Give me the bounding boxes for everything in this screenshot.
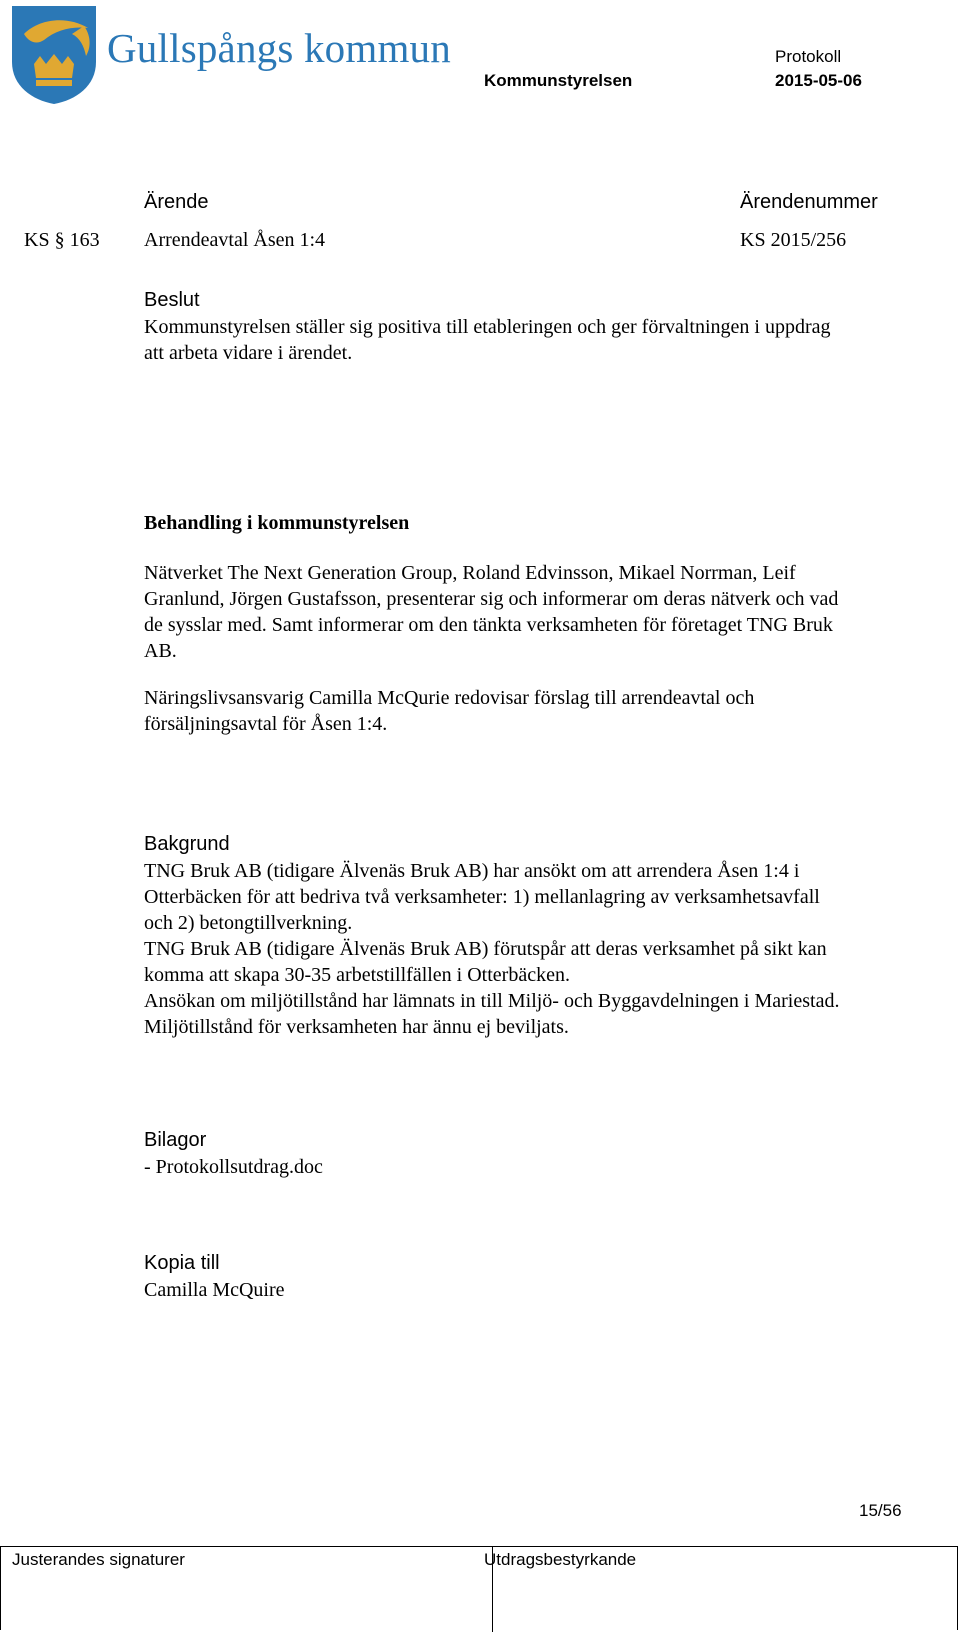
beslut-heading: Beslut — [144, 289, 200, 311]
page-number: 15/56 — [859, 1501, 902, 1520]
text-line: Näringslivsansvarig Camilla McQurie redovisar förslag till arrendeavtal och — [144, 687, 755, 709]
case-paragraph: KS § 163 — [24, 229, 100, 251]
document-type: Protokoll — [775, 47, 842, 66]
text-line: TNG Bruk AB (tidigare Älvenäs Bruk AB) förutspår att deras verksamhet på sikt kan — [144, 938, 827, 960]
text-line: de sysslar med. Samt informerar om den tänkta verksamheten för företaget TNG Bruk — [144, 614, 833, 636]
arende-label: Ärende — [144, 191, 209, 213]
committee-name: Kommunstyrelsen — [484, 71, 633, 90]
case-number: KS 2015/256 — [740, 229, 847, 251]
text-line: Otterbäcken för att bedriva två verksamheter: 1) mellanlagring av verksamhetsavfall — [144, 886, 820, 908]
behandling-paragraph-2 — [144, 685, 924, 737]
municipality-name: Gullspångs kommun — [107, 25, 451, 71]
text-line: Miljötillstånd för verksamheten har ännu ej beviljats. — [144, 1016, 569, 1038]
bilagor-heading: Bilagor — [144, 1129, 207, 1151]
behandling-heading: Behandling i kommunstyrelsen — [144, 512, 410, 534]
text-line: Nätverket The Next Generation Group, Roland Edvinsson, Mikael Norrman, Leif — [144, 562, 796, 584]
bakgrund-text — [144, 858, 944, 1040]
text-line: TNG Bruk AB (tidigare Älvenäs Bruk AB) har ansökt om att arrendera Åsen 1:4 i — [144, 860, 800, 882]
text-line: och 2) betongtillverkning. — [144, 912, 353, 934]
behandling-paragraph-1 — [144, 560, 924, 664]
beslut-text — [144, 314, 924, 366]
case-title: Arrendeavtal Åsen 1:4 — [144, 229, 326, 251]
text-line: Kommunstyrelsen ställer sig positiva till etableringen och ger förvaltningen i uppdrag — [144, 316, 831, 338]
kopia-heading: Kopia till — [144, 1252, 220, 1274]
text-line: försäljningsavtal för Åsen 1:4. — [144, 713, 388, 735]
municipal-crest — [10, 4, 98, 106]
text-line: att arbeta vidare i ärendet. — [144, 342, 353, 364]
crest-icon — [10, 4, 98, 106]
kopia-recipient: Camilla McQuire — [144, 1279, 285, 1301]
text-line: Granlund, Jörgen Gustafsson, presenterar sig och informerar om deras nätverk och vad — [144, 588, 839, 610]
bakgrund-heading: Bakgrund — [144, 833, 230, 855]
text-line: komma att skapa 30-35 arbetstillfällen i Otterbäcken. — [144, 964, 570, 986]
extract-label: Utdragsbestyrkande — [484, 1550, 637, 1569]
signature-label: Justerandes signaturer — [12, 1550, 185, 1569]
meeting-date: 2015-05-06 — [775, 71, 862, 90]
text-line: AB. — [144, 640, 177, 662]
text-line: Ansökan om miljötillstånd har lämnats in till Miljö- och Byggavdelningen i Mariestad. — [144, 990, 840, 1012]
arendenummer-label: Ärendenummer — [740, 191, 878, 213]
attachment-item: - Protokollsutdrag.doc — [144, 1156, 323, 1178]
